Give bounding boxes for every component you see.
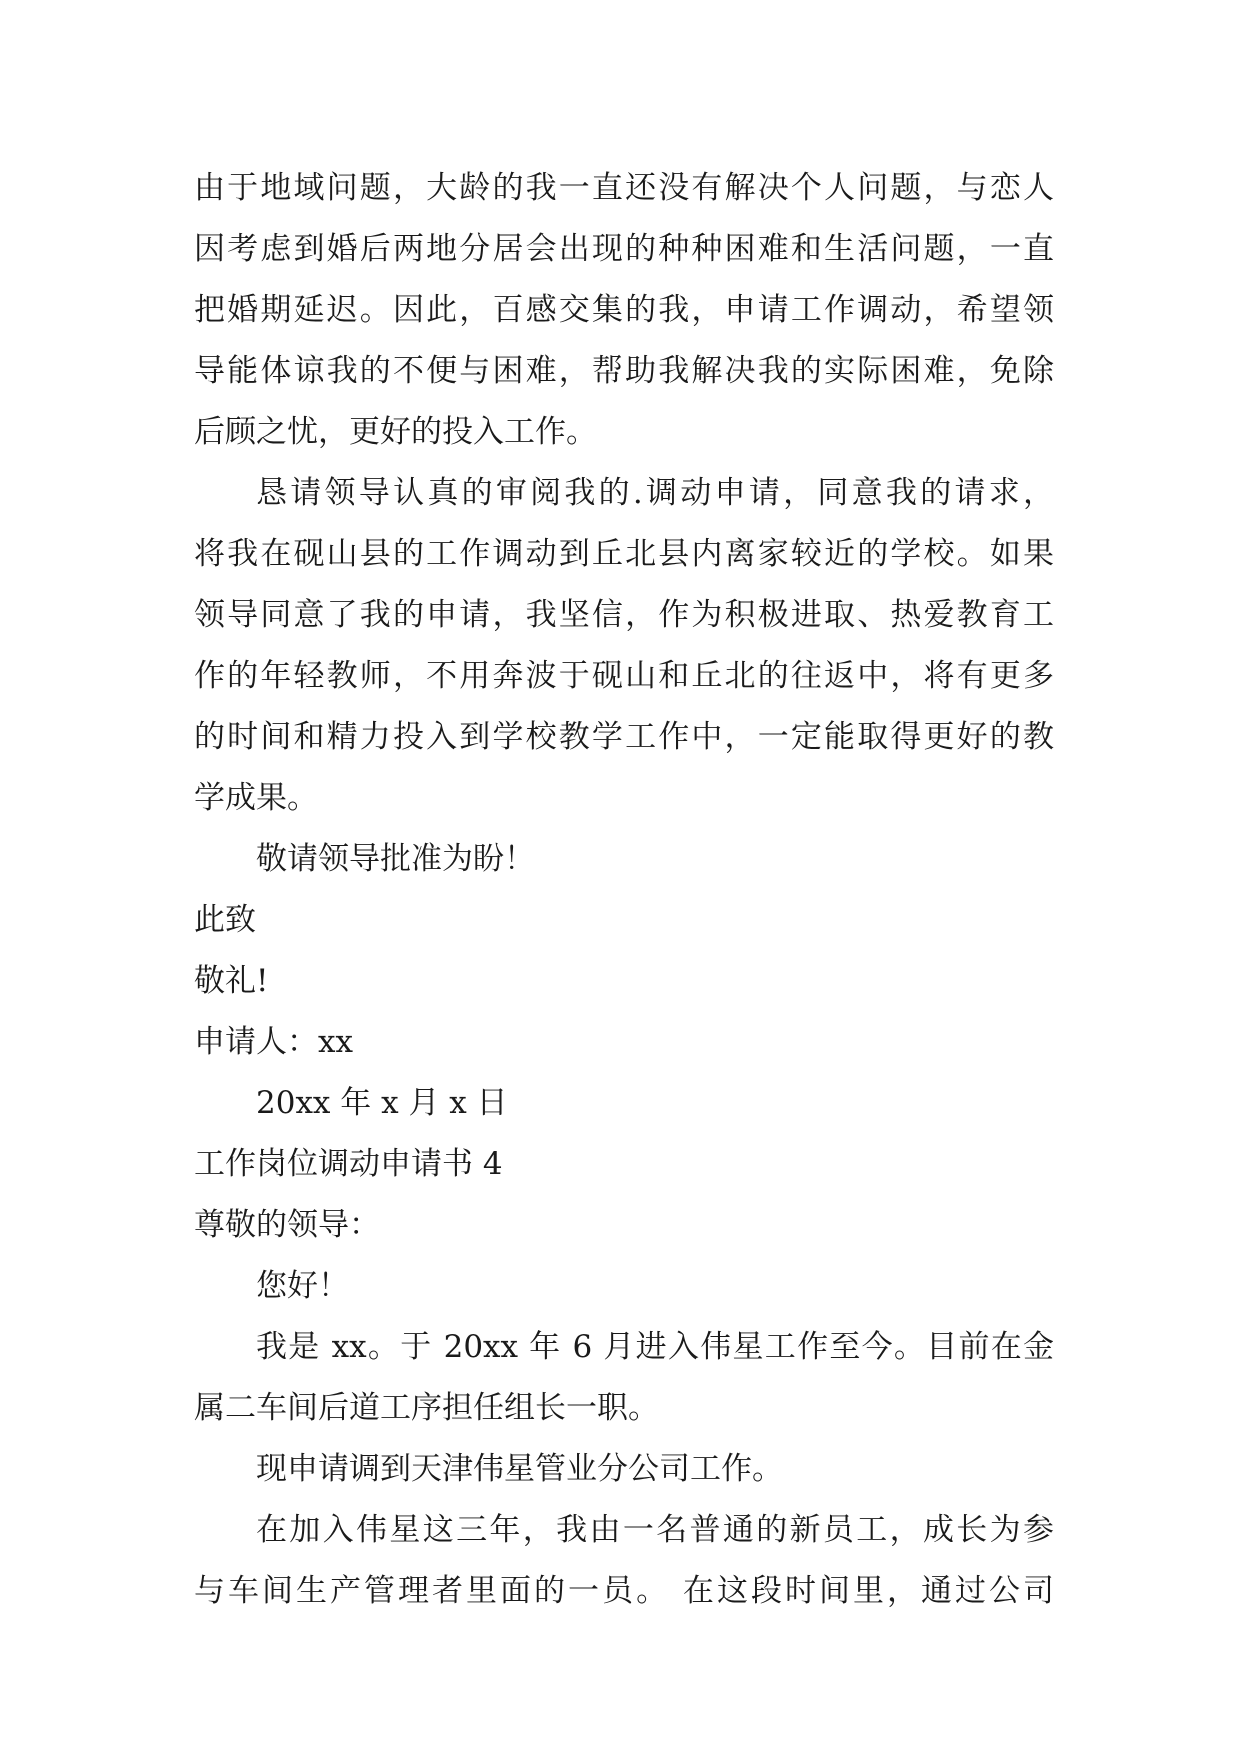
document-body [194, 158, 1054, 1622]
text-line: 在加入伟星这三年，我由一名普通的新员工，成长为参 [256, 1512, 1054, 1548]
text-line: 属二车间后道工序担任组长一职。 [194, 1390, 659, 1426]
text-line: 现申请调到天津伟星管业分公司工作。 [256, 1451, 783, 1487]
applicant-signature: 申请人：xx [194, 1024, 353, 1060]
closing-regards: 敬礼! [194, 963, 269, 999]
text-line: 将我在砚山县的工作调动到丘北县内离家较近的学校。如果 [194, 536, 1054, 572]
text-line: 把婚期延迟。因此，百感交集的我，申请工作调动，希望领 [194, 292, 1054, 328]
text-line: 您好！ [256, 1268, 349, 1304]
text-line: 敬请领导批准为盼！ [256, 841, 535, 877]
section-title: 工作岗位调动申请书 4 [194, 1146, 503, 1182]
text-line: 由于地域问题，大龄的我一直还没有解决个人问题，与恋人 [194, 170, 1054, 206]
date-line: 20xx 年 x 月 x 日 [256, 1085, 508, 1121]
text-line: 领导同意了我的申请，我坚信，作为积极进取、热爱教育工 [194, 597, 1054, 633]
text-line: 作的年轻教师，不用奔波于砚山和丘北的往返中，将有更多 [194, 658, 1054, 694]
text-line: 因考虑到婚后两地分居会出现的种种困难和生活问题，一直 [194, 231, 1054, 267]
text-line: 学成果。 [194, 780, 318, 816]
text-line: 的时间和精力投入到学校教学工作中，一定能取得更好的教 [194, 719, 1054, 755]
text-line: 后顾之忧，更好的投入工作。 [194, 414, 597, 450]
text-line: 我是 xx。于 20xx 年 6 月进入伟星工作至今。目前在金 [256, 1329, 1054, 1365]
greeting-line: 尊敬的领导： [194, 1207, 380, 1243]
text-line: 与车间生产管理者里面的一员。 在这段时间里，通过公司 [194, 1573, 1054, 1609]
closing-salutation: 此致 [194, 902, 256, 938]
text-line: 导能体谅我的不便与困难，帮助我解决我的实际困难，免除 [194, 353, 1054, 389]
text-line: 恳请领导认真的审阅我的.调动申请，同意我的请求， [256, 475, 1054, 511]
